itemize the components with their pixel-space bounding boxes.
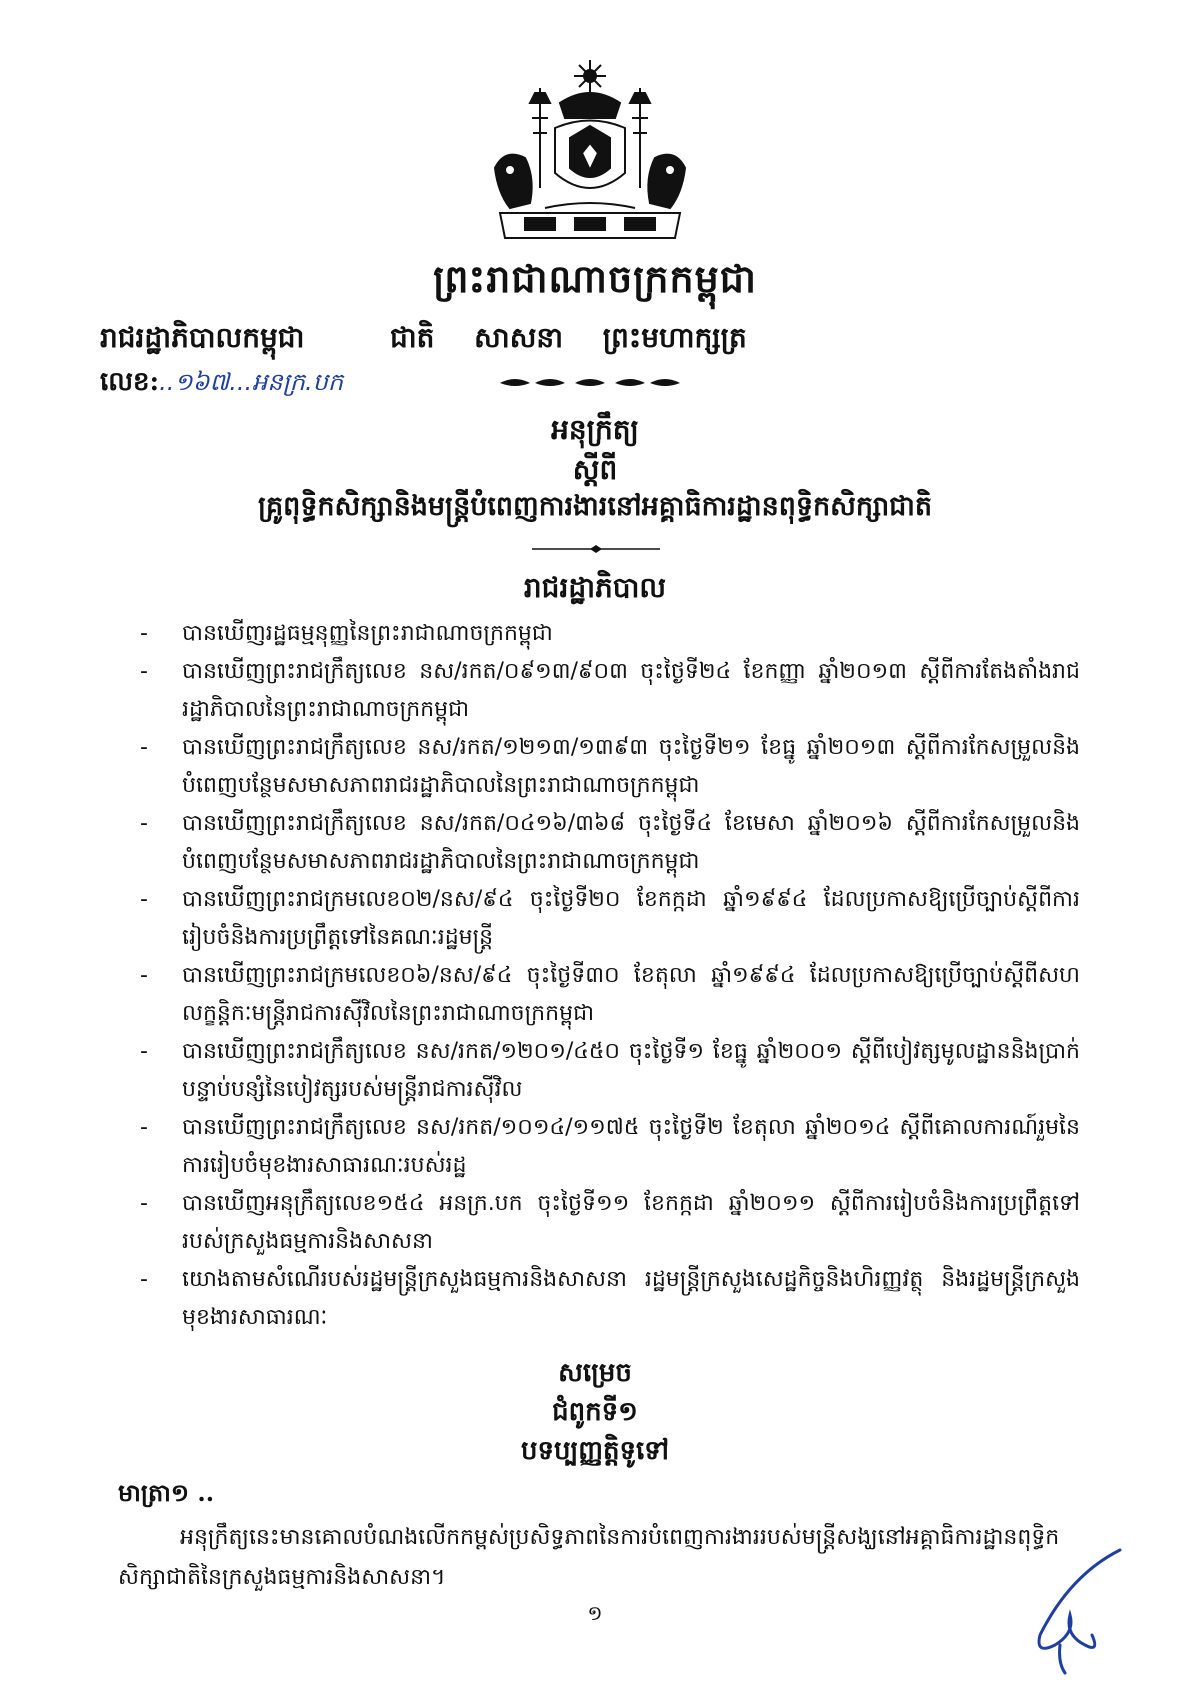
initial-signature bbox=[1030, 1545, 1125, 1675]
header-row bbox=[100, 320, 1100, 360]
royal-coat-of-arms-emblem bbox=[490, 58, 690, 248]
consideration-item: - បានឃើញព្រះរាជក្រឹត្យលេខ នស/រកត/០៤១៦/៣៦៨ ចុះថ្ងៃទី៤ ខែមេសា ឆ្នាំ២០១៦ ស្តីពីការកែសម្រួលនិងបំពេញបន្ថែមសមាសភាពរាជរដ្ឋាភិបាលនៃព្រះរាជាណាចក្រកម្ពុជា bbox=[140, 811, 1080, 874]
reference-number bbox=[100, 365, 343, 403]
consideration-item: - បានឃើញរដ្ឋធម្មនុញ្ញនៃព្រះរាជាណាចក្រកម្ពុជា bbox=[140, 621, 553, 646]
title-divider bbox=[532, 545, 660, 553]
article-text: អនុក្រឹត្យនេះមានគោលបំណងលើកកម្ពស់ប្រសិទ្ធភាពនៃការបំពេញការងាររបស់មន្ត្រីសង្ឃនៅអគ្គាធិការដ្ឋានពុទ្ធិកសិក្សាជាតិនៃក្រសួងធម្មការនិងសាសនា។ bbox=[118, 1525, 1060, 1590]
document-type: អនុក្រឹត្យ bbox=[551, 413, 639, 446]
kingdom-name: ព្រះរាជាណាចក្រកម្ពុជា bbox=[433, 256, 757, 301]
consideration-item: - យោងតាមសំណើរបស់រដ្ឋមន្ត្រីក្រសួងធម្មការនិងសាសនា រដ្ឋមន្ត្រីក្រសួងសេដ្ឋកិច្ចនិងហិរញ្ញវត្ថុ និងរដ្ឋមន្ត្រីក្រសួងមុខងារសាធារណៈ bbox=[140, 1267, 1080, 1330]
consideration-item: - បានឃើញអនុក្រឹត្យលេខ១៥៤ អនក្រ.បក ចុះថ្ងៃទី១១ ខែកក្កដា ឆ្នាំ២០១១ ស្តីពីការរៀបចំនិងការប្រព្រឹត្តទៅរបស់ក្រសួងធម្មការនិងសាសនា bbox=[140, 1191, 1080, 1254]
government-name: រាជរដ្ឋាភិបាលកម្ពុជា bbox=[100, 321, 305, 354]
national-motto: ជាតិ សាសនា ព្រះមហាក្សត្រ bbox=[390, 321, 747, 354]
consideration-item: - បានឃើញព្រះរាជក្រមលេខ០២/នស/៩៤ ចុះថ្ងៃទី២០ ខែកក្កដា ឆ្នាំ១៩៩៤ ដែលប្រកាសឱ្យប្រើច្បាប់ស្តីពីការរៀបចំនិងការប្រព្រឹត្តទៅនៃគណៈរដ្ឋមន្ត្រី bbox=[140, 887, 1080, 950]
about-label: ស្តីពី bbox=[572, 453, 618, 486]
government-heading: រាជរដ្ឋាភិបាល bbox=[523, 571, 667, 604]
consideration-item: - បានឃើញព្រះរាជក្រឹត្យលេខ នស/រកត/០៩១៣/៩០៣ ចុះថ្ងៃទី២៤ ខែកញ្ញា ឆ្នាំ២០១៣ ស្តីពីការតែងតាំងរាជរដ្ឋាភិបាលនៃព្រះរាជាណាចក្រកម្ពុជា bbox=[140, 659, 1080, 722]
consideration-item: - បានឃើញព្រះរាជក្រមលេខ០៦/នស/៩៤ ចុះថ្ងៃទី៣០ ខែតុលា ឆ្នាំ១៩៩៤ ដែលប្រកាសឱ្យប្រើច្បាប់ស្តីពីសហលក្ខន្តិកៈមន្ត្រីរាជការស៊ីវិលនៃព្រះរាជាណាចក្រកម្ពុជា bbox=[140, 963, 1080, 1026]
decorative-ornament bbox=[495, 375, 685, 391]
article-label: មាត្រា១ .. bbox=[118, 1478, 215, 1507]
reference-value-handwritten: ..១៦៧...អនក្រ.បក bbox=[159, 368, 344, 396]
consideration-item: - បានឃើញព្រះរាជក្រឹត្យលេខ នស/រកត/១២០១/៤៥០ ចុះថ្ងៃទី១ ខែធ្នូ ឆ្នាំ២០០១ ស្តីពីបៀវត្សមូលដ្ឋាននិងប្រាក់បន្ទាប់បន្សំនៃបៀវត្សរបស់មន្ត្រីរាជការស៊ីវិល bbox=[140, 1039, 1080, 1102]
reference-prefix: លេខ: bbox=[100, 367, 160, 397]
chapter-title: បទប្បញ្ញត្តិទូទៅ bbox=[520, 1436, 670, 1466]
decree-subject: គ្រូពុទ្ធិកសិក្សានិងមន្ត្រីបំពេញការងារនៅអគ្គាធិការដ្ឋានពុទ្ធិកសិក្សាជាតិ bbox=[257, 491, 933, 522]
consideration-item: - បានឃើញព្រះរាជក្រឹត្យលេខ នស/រកត/១០១៤/១១៧៥ ចុះថ្ងៃទី២ ខែតុលា ឆ្នាំ២០១៤ ស្តីពីគោលការណ៍រួមនៃការរៀបចំមុខងារសាធារណៈរបស់រដ្ឋ bbox=[140, 1115, 1080, 1178]
page-number: ១ bbox=[587, 1601, 603, 1625]
considerations-list bbox=[140, 615, 1080, 1337]
consideration-item: - បានឃើញព្រះរាជក្រឹត្យលេខ នស/រកត/១២១៣/១៣៩៣ ចុះថ្ងៃទី២១ ខែធ្នូ ឆ្នាំ២០១៣ ស្តីពីការកែសម្រួលនិងបំពេញបន្ថែមសមាសភាពរាជរដ្ឋាភិបាលនៃព្រះរាជាណាចក្រកម្ពុជា bbox=[140, 735, 1080, 798]
chapter-number: ជំពូកទី១ bbox=[552, 1397, 638, 1427]
decision-heading: សម្រេច bbox=[558, 1358, 632, 1388]
